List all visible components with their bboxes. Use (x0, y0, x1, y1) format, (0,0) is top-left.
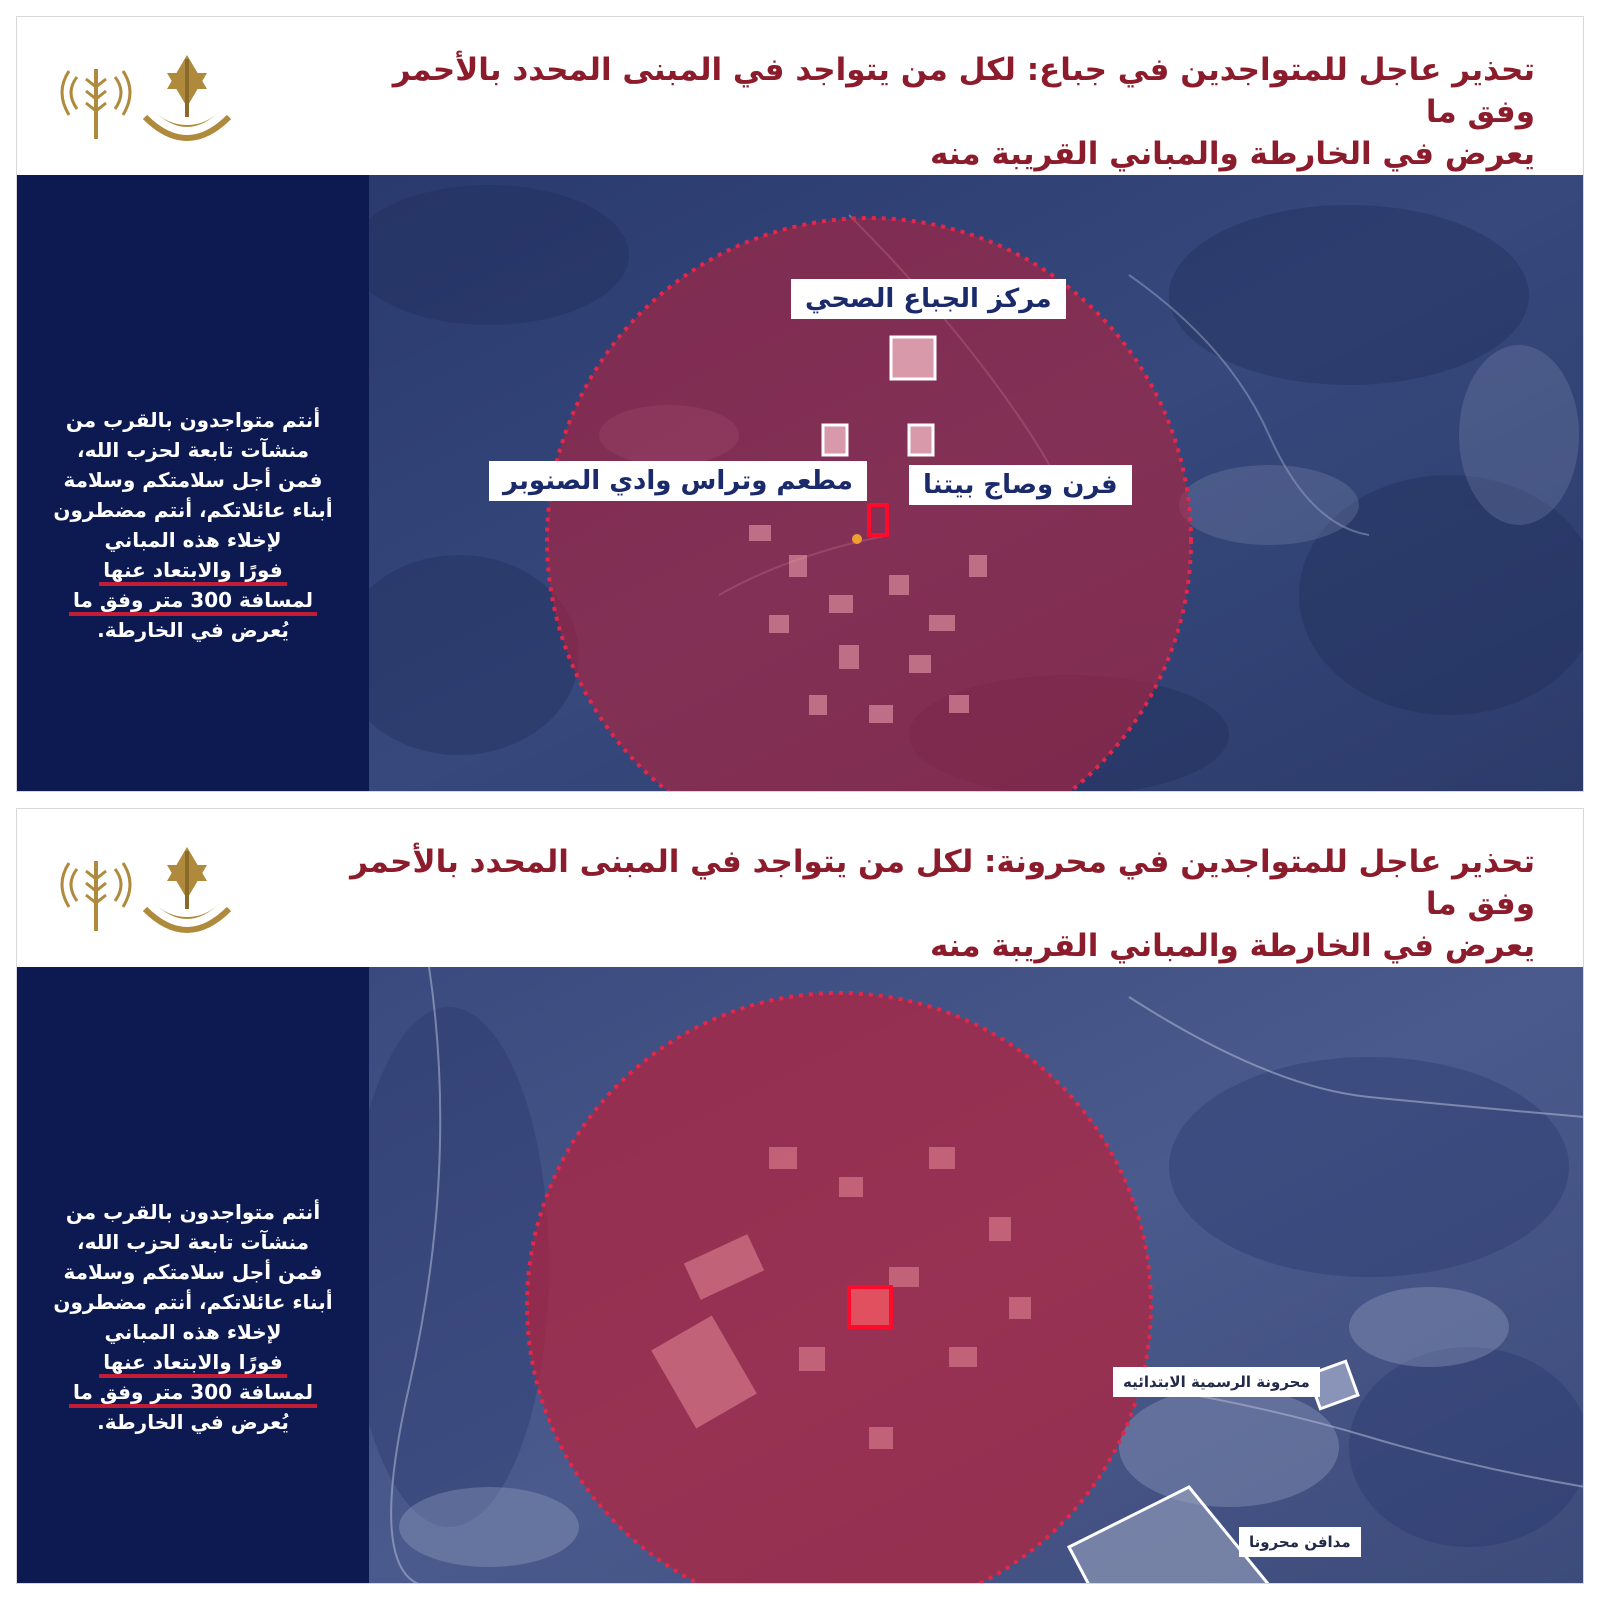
panel-header (17, 809, 1583, 967)
panel-header (17, 17, 1583, 175)
satellite-map (369, 175, 1584, 792)
sidebar-line: يُعرض في الخارطة. (97, 618, 289, 642)
sidebar (17, 967, 369, 1584)
sidebar-line: أبناء عائلاتكم، أنتم مضطرون (53, 1290, 333, 1314)
label-bakery: فرن وصاج بيتنا (909, 465, 1132, 505)
label-restaurant: مطعم وتراس وادي الصنوبر (489, 461, 867, 501)
idf-emblem-icon (145, 847, 229, 930)
headline (335, 49, 1535, 175)
headline-line-1: تحذير عاجل للمتواجدين في جباع: لكل من يتواجد في المبنى المحدد بالأحمر وفق ما (392, 52, 1535, 130)
headline-line-2: يعرض في الخارطة والمباني القريبة منه (929, 928, 1535, 964)
marker-dot (852, 534, 862, 544)
sidebar-line: أبناء عائلاتكم، أنتم مضطرون (53, 498, 333, 522)
label-school: محرونة الرسمية الابتدائيه (1113, 1367, 1320, 1397)
headline (335, 841, 1535, 967)
sidebar-line: أنتم متواجدون بالقرب من (65, 408, 321, 432)
headline-line-2: يعرض في الخارطة والمباني القريبة منه (929, 136, 1535, 172)
logos (57, 47, 257, 147)
label-cemetery: مدافن محرونا (1239, 1527, 1361, 1557)
sidebar-line-underlined: فورًا والابتعاد عنها (31, 555, 355, 585)
idf-communications-emblem-icon (62, 69, 130, 139)
sidebar-line-underlined: لمسافة 300 متر وفق ما (31, 585, 355, 615)
panel-body (17, 175, 1583, 792)
label-health-center: مركز الجباع الصحي (791, 279, 1066, 319)
health-center-building (891, 337, 935, 379)
idf-communications-emblem-icon (62, 861, 130, 931)
sidebar-line: فمن أجل سلامتكم وسلامة (63, 1260, 323, 1284)
sidebar-line-underlined: لمسافة 300 متر وفق ما (31, 1377, 355, 1407)
headline-line-1: تحذير عاجل للمتواجدين في محرونة: لكل من يتواجد في المبنى المحدد بالأحمر وفق ما (350, 844, 1535, 922)
sidebar-line-underlined: فورًا والابتعاد عنها (31, 1347, 355, 1377)
sidebar (17, 175, 369, 792)
sidebar-line: منشآت تابعة لحزب الله، (76, 1230, 310, 1254)
panel-body (17, 967, 1583, 1584)
sidebar-line: فمن أجل سلامتكم وسلامة (63, 468, 323, 492)
warning-panel-jbaa (16, 16, 1584, 792)
target-building (849, 1287, 891, 1327)
restaurant-building (823, 425, 847, 455)
bakery-building (909, 425, 933, 455)
sidebar-line: يُعرض في الخارطة. (97, 1410, 289, 1434)
idf-emblem-icon (145, 55, 229, 138)
sidebar-line: منشآت تابعة لحزب الله، (76, 438, 310, 462)
sidebar-line: لإخلاء هذه المباني (104, 1320, 282, 1344)
satellite-map (369, 967, 1584, 1584)
logos (57, 839, 257, 939)
sidebar-message (31, 405, 355, 645)
sidebar-line: أنتم متواجدون بالقرب من (65, 1200, 321, 1224)
sidebar-message (31, 1197, 355, 1437)
warning-panel-mahrouna (16, 808, 1584, 1584)
sidebar-line: لإخلاء هذه المباني (104, 528, 282, 552)
